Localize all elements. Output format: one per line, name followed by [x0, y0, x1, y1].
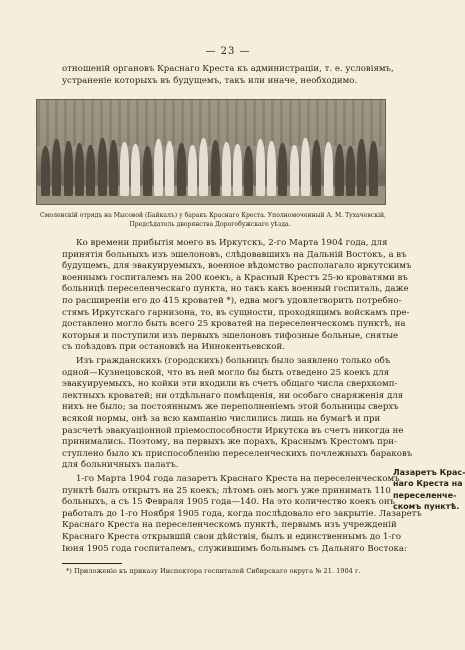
caption-line: Смоленскій отрядъ на Мысовой (Байкалъ) у баракъ Краснаго Креста. Уполномоченный А. М. Тухачевскій,	[40, 212, 387, 219]
text-line: военнымъ госпиталемъ на 200 коекъ, а Красный Крестъ 25-ю кроватями въ	[62, 272, 408, 283]
group-photo	[36, 99, 386, 205]
text-line: Іюня 1905 года госпиталемъ, служившимъ больнымъ съ Дальняго Востока:	[62, 543, 407, 554]
person-figure	[75, 143, 84, 196]
text-line: будущемъ, для эвакуируемыхъ, военное вѣдомство располагало иркутскимъ	[62, 261, 412, 272]
text-line: эвакуируемыхъ, но койки эти входили въ счетъ общаго числа сверхкомп-	[62, 379, 398, 390]
person-figure	[64, 141, 73, 196]
text-line: отношеній органовъ Краснаго Креста къ администраціи, т. е. условіямъ,	[62, 64, 394, 74]
text-line: лектныхъ кроватей; ни отдѣльнаго помѣщенія, ни особаго снаряженія для	[62, 390, 404, 401]
person-figure	[278, 143, 287, 196]
person-figure	[98, 138, 107, 196]
text-line: больныхъ, а съ 15 Февраля 1905 года—140. На это количество коекъ онъ	[62, 497, 396, 508]
text-line: стямъ Иркутскаго гарнизона, то, въ сущности, проходящимъ войскамъ пре-	[62, 307, 410, 318]
person-figure	[357, 139, 366, 196]
margin-note-line: скомъ пунктѣ.	[393, 502, 460, 512]
person-figure	[188, 145, 197, 196]
paragraph-1	[62, 238, 412, 354]
person-figure	[211, 140, 220, 196]
person-figure	[165, 141, 174, 196]
text-line: работалъ до 1-го Ноября 1905 года, когда послѣдовало его закрытіе. Лазаретъ	[62, 508, 422, 519]
person-figure	[41, 146, 50, 196]
footnote-divider	[62, 563, 122, 564]
photo-caption	[40, 211, 387, 229]
text-line: принятія больныхъ изъ эшелоновъ, слѣдовавшихъ на Дальній Востокъ, а въ	[62, 249, 407, 260]
person-figure	[52, 139, 61, 196]
barracks-building	[37, 100, 385, 146]
margin-note-line: Лазаретъ Крас-	[393, 468, 465, 477]
paragraph-3	[62, 474, 422, 555]
caption-line: Предсѣдатель дворянства Дорогобужскаго уѣзда.	[129, 221, 291, 228]
person-figure	[267, 141, 276, 196]
text-line: принимались. Поэтому, на первыхъ же порахъ, Краснымъ Крестомъ при-	[62, 437, 397, 448]
person-figure	[86, 145, 95, 196]
text-line: Краснаго Креста открывшій свои дѣйствія, былъ и единственнымъ до 1-го	[62, 531, 402, 542]
person-figure	[369, 141, 378, 196]
person-figure	[244, 146, 253, 196]
person-figure	[154, 139, 163, 196]
text-line: съ поѣздовъ при остановкѣ на Иннокентьевской.	[62, 342, 285, 353]
text-line: больницѣ переселенческаго пункта, но такъ какъ военный госпиталь, даже	[62, 284, 409, 295]
person-figure	[301, 138, 310, 196]
person-figure	[131, 144, 140, 196]
person-figure	[222, 142, 231, 196]
person-figure	[324, 142, 333, 196]
text-line: доставлено могло быть всего 25 кроватей на переселенческомъ пунктѣ, на	[62, 319, 406, 330]
text-line: нихъ не было; за постояннымъ же переполненіемъ этой больницы сверхъ	[62, 402, 399, 413]
person-figure	[120, 142, 129, 196]
person-figure	[290, 145, 299, 196]
footnote: *) Приложеніе къ приказу Инспектора госпиталей Сибирскаго округа № 21. 1904 г.	[66, 567, 361, 575]
margin-note	[393, 467, 465, 513]
text-line: всякой нормы, онѣ за всю кампанію числились лишь на бумагѣ и при	[62, 413, 381, 424]
text-line: Изъ гражданскихъ (городскихъ) больницъ было заявлено только объ	[76, 356, 391, 366]
margin-note-line: наго Креста на	[393, 479, 463, 489]
opening-paragraph	[62, 64, 394, 87]
text-line: устраненіе которыхъ въ будущемъ, такъ или иначе, необходимо.	[62, 75, 358, 86]
text-line: 1-го Марта 1904 года лазаретъ Краснаго Креста на переселенческомъ	[76, 474, 400, 484]
person-figure	[335, 144, 344, 196]
page-number: — 23 —	[205, 46, 251, 57]
person-figure	[109, 140, 118, 196]
text-line: разсчетѣ эвакуаціонной пріемоспособности Иркутска въ счетъ никогда не	[62, 425, 404, 436]
person-figure	[346, 146, 355, 196]
text-line: Ко времени прибытія моего въ Иркутскъ, 2-го Марта 1904 года, для	[76, 238, 388, 248]
text-line: одной—Кузнецовской, что въ ней могло бы быть отведено 25 коекъ для	[62, 367, 390, 378]
text-line: ступлено было къ приспособленію переселенческихъ почлежныхъ бараковъ	[62, 448, 413, 459]
person-figure	[143, 146, 152, 196]
text-line: пунктѣ былъ открытъ на 25 коекъ; лѣтомъ онъ могъ уже принимать 110	[62, 485, 391, 496]
paragraph-2	[62, 356, 413, 472]
person-figure	[199, 138, 208, 196]
text-line: для больничныхъ палатъ.	[62, 460, 179, 471]
text-line: по расширеніи его до 415 кроватей *), едва могъ удовлетворить потребно-	[62, 295, 402, 306]
person-figure	[177, 143, 186, 196]
person-figure	[256, 139, 265, 196]
text-line: Краснаго Креста на переселенческомъ пунктѣ, первымъ изъ учрежденій	[62, 520, 397, 531]
text-line: которыя и поступили изъ первыхъ эшелоновъ тифозные больные, снятые	[62, 330, 399, 341]
person-figure	[233, 144, 242, 196]
person-figure	[312, 140, 321, 196]
margin-note-line: переселенче-	[393, 490, 457, 500]
